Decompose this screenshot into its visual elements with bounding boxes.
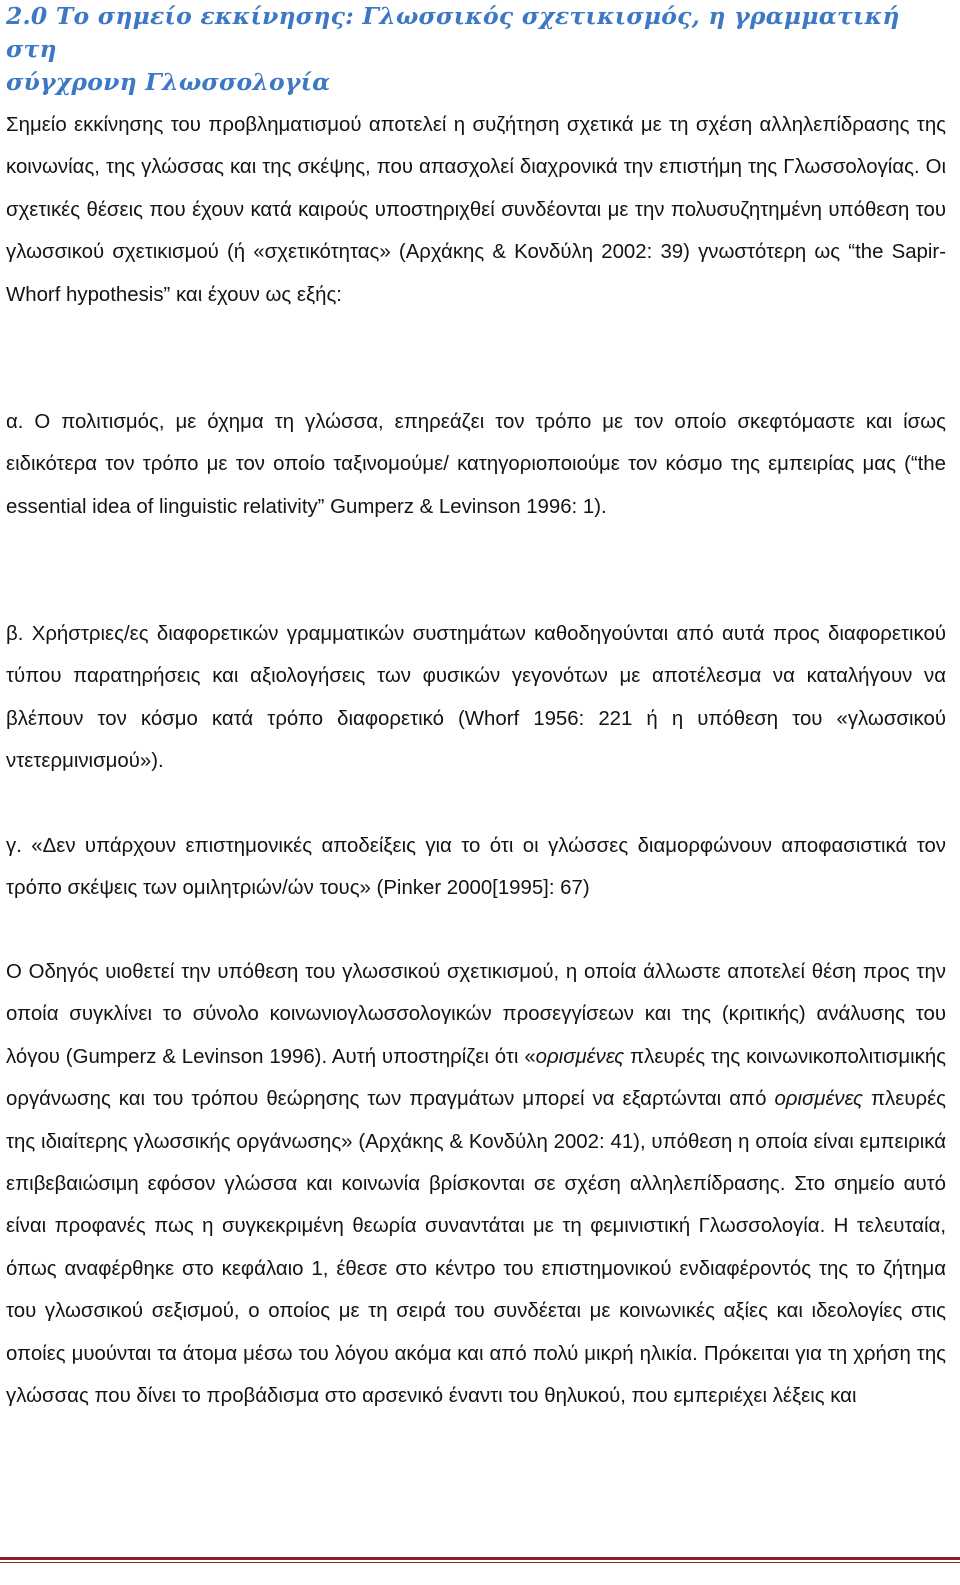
guide-paragraph-emphasis-1: ορισμένες bbox=[535, 1045, 625, 1068]
section-heading-line-1: 2.0 Το σημείο εκκίνησης: Γλωσσικός σχετικισμός, η γραμματική στη bbox=[6, 2, 900, 63]
point-b-paragraph: β. Χρήστριες/ες διαφορετικών γραμματικών συστημάτων καθοδηγούνται από αυτά προς διαφορετικού τύπου παρατηρήσεις και αξιολογήσεις των φυσικών γεγονότων με αποτέλεσμα να καταλήγουν να βλέπουν τον κόσμο κατά τρόπο διαφορετικό (Whorf 1956: 221 ή η υπόθεση του «γλωσσικού ντετερμινισμού»). bbox=[6, 623, 946, 773]
intro-paragraph: Σημείο εκκίνησης του προβληματισμού αποτελεί η συζήτηση σχετικά με τη σχέση αλληλεπίδρασης της κοινωνίας, της γλώσσας και της σκέψης, που απασχολεί διαχρονικά την επιστήμη της Γλωσσολογίας. Οι σχετικές θέσεις που έχουν κατά καιρούς υποστηριχθεί συνδέονται με την πολυσυζητημένη υπόθεση του γλωσσικού σχετικισμού (ή «σχετικότητας» (Αρχάκης & Κονδύλη 2002: 39) γνωστότερη ως “the Sapir-Whorf hypothesis” και έχουν ως εξής: bbox=[6, 114, 946, 306]
section-heading-line-2: σύγχρονη Γλωσσολογία bbox=[6, 68, 331, 96]
guide-paragraph-part-2: πλευρές της κοινωνικοπολιτισμικής οργάνωσης και του τρόπου θεώρησης των πραγμάτων μπορεί να εξαρτώνται από bbox=[6, 1045, 946, 1111]
footer-divider bbox=[0, 1557, 960, 1563]
section-heading bbox=[6, 0, 946, 99]
point-c-paragraph: γ. «Δεν υπάρχουν επιστημονικές αποδείξεις για το ότι οι γλώσσες διαμορφώνουν αποφασιστικά τον τρόπο σκέψεις των ομιλητριών/ών τους» (Pinker 2000[1995]: 67) bbox=[6, 835, 946, 900]
guide-paragraph-part-1: Ο Οδηγός υιοθετεί την υπόθεση του γλωσσικού σχετικισμού, η οποία άλλωστε αποτελεί θέση προς την οποία συγκλίνει το σύνολο κοινωνιογλωσσολογικών προσεγγίσεων και της (κριτικής) ανάλυσης του λόγου (Gumperz & Levinson 1996). Αυτή υποστηρίζει ότι « bbox=[6, 961, 946, 1068]
guide-paragraph bbox=[6, 951, 946, 1417]
point-a-paragraph: α. Ο πολιτισμός, με όχημα τη γλώσσα, επηρεάζει τον τρόπο με τον οποίο σκεφτόμαστε και ίσως ειδικότερα τον τρόπο με τον οποίο ταξινομούμε/ κατηγοριοποιούμε τον κόσμο της εμπειρίας μας (“the essential idea of linguistic relativity” Gumperz & Levinson 1996: 1). bbox=[6, 411, 946, 518]
guide-paragraph-emphasis-2: ορισμένες bbox=[774, 1088, 863, 1111]
guide-paragraph-part-3: πλευρές της ιδιαίτερης γλωσσικής οργάνωσης» (Αρχάκης & Κονδύλη 2002: 41), υπόθεση η οποία είναι εμπειρικά επιβεβαιώσιμη εφόσον γλώσσα και κοινωνία βρίσκονται σε σχέση αλληλεπίδρασης. Στο σημείο αυτό είναι προφανές πως η συγκεκριμένη θεωρία συναντάται με τη φεμινιστική Γλωσσολογία. Η τελευταία, όπως αναφέρθηκε στο κεφάλαιο 1, έθεσε στο κέντρο του επιστημονικού ενδιαφέροντός της το ζήτημα του γλωσσικού σεξισμού, ο οποίος με τη σειρά του συνδέεται με κοινωνικές αξίες και ιδεολογίες στις οποίες μυούνται τα άτομα μέσω του λόγου ακόμα και από πολύ μικρή ηλικία. Πρόκειται για τη χρήση της γλώσσας που δίνει το προβάδισμα στο αρσενικό έναντι του θηλυκού, που εμπεριέχει λέξεις και bbox=[6, 1088, 947, 1408]
document-page bbox=[6, 0, 947, 1408]
